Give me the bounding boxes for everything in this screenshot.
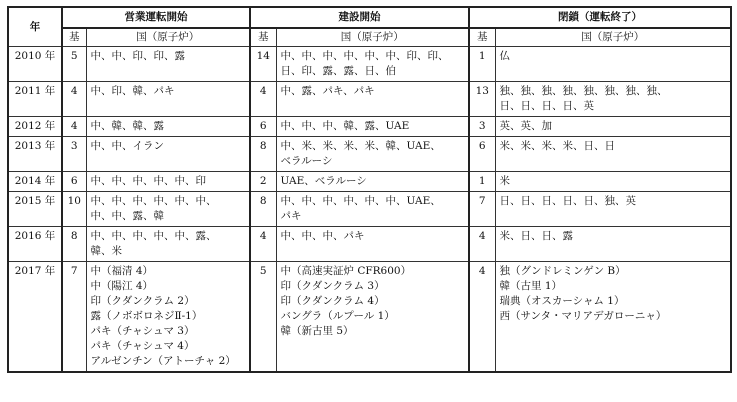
con-count-cell: 2 xyxy=(250,172,276,192)
con-country-label: 国（原子炉） xyxy=(276,28,469,47)
country-entry: 中（福清 4） xyxy=(90,265,154,277)
con-countries-cell xyxy=(276,137,469,172)
country-entry: 中、中、中、パキ xyxy=(280,230,365,242)
country-entry: 中、中、中、中、中、中、UAE、 xyxy=(280,195,441,207)
country-entry: 日、日、日、日、英 xyxy=(499,100,594,112)
country-entry: 韓、米 xyxy=(90,245,122,257)
con-countries-cell xyxy=(276,262,469,373)
country-entry: 日、日、日、日、日、独、英 xyxy=(499,195,636,207)
op-count-cell: 4 xyxy=(62,117,86,137)
con-countries-cell xyxy=(276,192,469,227)
country-entry: アルゼンチン（アトーチャ 2） xyxy=(90,355,236,367)
table-container xyxy=(7,6,730,373)
country-entry: バングラ（ルプール 1） xyxy=(280,310,395,322)
country-entry: 印（クダンクラム 3） xyxy=(280,280,385,292)
country-entry: 中、中、中、中、中、印 xyxy=(90,175,206,187)
year-header: 年 xyxy=(8,7,62,47)
country-entry: UAE、ベラルーシ xyxy=(280,175,367,187)
con-countries-cell xyxy=(276,172,469,192)
cl-count-cell: 4 xyxy=(469,227,495,262)
country-entry: 中（高速実証炉 CFR600） xyxy=(280,265,412,277)
con-count-cell: 8 xyxy=(250,192,276,227)
cl-countries-cell xyxy=(495,117,731,137)
con-count-cell: 6 xyxy=(250,117,276,137)
cl-count-cell: 3 xyxy=(469,117,495,137)
country-entry: 米、日、日、露 xyxy=(499,230,573,242)
country-entry: 印（クダンクラム 4） xyxy=(280,295,385,307)
cl-countries-cell xyxy=(495,172,731,192)
op-count-cell: 3 xyxy=(62,137,86,172)
cl-countries-cell xyxy=(495,192,731,227)
op-count-cell: 6 xyxy=(62,172,86,192)
op-countries-cell xyxy=(86,262,250,373)
country-entry: 中、中、中、中、中、露、 xyxy=(90,230,217,242)
country-entry: 韓（古里 1） xyxy=(499,280,563,292)
country-entry: 日、印、露、露、日、伯 xyxy=(280,65,396,77)
table-row xyxy=(8,262,731,373)
con-countries-cell xyxy=(276,82,469,117)
country-entry: 英、英、加 xyxy=(499,120,552,132)
table-row xyxy=(8,192,731,227)
cl-count-cell: 7 xyxy=(469,192,495,227)
header-row xyxy=(8,7,731,28)
table-row xyxy=(8,137,731,172)
table-row xyxy=(8,172,731,192)
con-countries-cell xyxy=(276,117,469,137)
op-countries-cell xyxy=(86,227,250,262)
country-entry: 米、米、米、米、日、日 xyxy=(499,140,615,152)
op-count-cell: 5 xyxy=(62,47,86,82)
country-entry: 瑞典（オスカーシャム 1） xyxy=(499,295,625,307)
con-countries-cell xyxy=(276,47,469,82)
op-count-label: 基 xyxy=(62,28,86,47)
op-country-label: 国（原子炉） xyxy=(86,28,250,47)
cl-countries-cell xyxy=(495,227,731,262)
cl-count-cell: 4 xyxy=(469,262,495,373)
table-row xyxy=(8,47,731,82)
cl-country-label: 国（原子炉） xyxy=(495,28,731,47)
country-entry: パキ（チャシュマ 4） xyxy=(90,340,195,352)
op-count-cell: 4 xyxy=(62,82,86,117)
year-cell: 2014 年 xyxy=(8,172,62,192)
country-entry: 露（ノボボロネジⅡ-1） xyxy=(90,310,203,322)
country-entry: 中、中、印、印、露 xyxy=(90,50,185,62)
con-countries-cell xyxy=(276,227,469,262)
country-entry: ベラルーシ xyxy=(280,155,333,167)
country-entry: 米 xyxy=(499,175,510,187)
con-count-label: 基 xyxy=(250,28,276,47)
op-countries-cell xyxy=(86,117,250,137)
op-countries-cell xyxy=(86,172,250,192)
country-entry: 中、中、中、韓、露、UAE xyxy=(280,120,410,132)
con-count-cell: 14 xyxy=(250,47,276,82)
country-entry: 独、独、独、独、独、独、独、独、 xyxy=(499,85,668,97)
cl-count-label: 基 xyxy=(469,28,495,47)
year-cell: 2017 年 xyxy=(8,262,62,373)
closure-header: 閉鎖（運転終了） xyxy=(469,7,731,28)
year-cell: 2016 年 xyxy=(8,227,62,262)
start-operation-header: 営業運転開始 xyxy=(62,7,250,28)
country-entry: 仏 xyxy=(499,50,510,62)
table-row xyxy=(8,227,731,262)
op-countries-cell xyxy=(86,82,250,117)
country-entry: 独（グンドレミンゲン B） xyxy=(499,265,626,277)
table-row xyxy=(8,117,731,137)
year-cell: 2013 年 xyxy=(8,137,62,172)
op-count-cell: 10 xyxy=(62,192,86,227)
op-count-cell: 8 xyxy=(62,227,86,262)
country-entry: 中、中、中、中、中、中、 xyxy=(90,195,217,207)
table-row xyxy=(8,82,731,117)
cl-count-cell: 1 xyxy=(469,47,495,82)
op-countries-cell xyxy=(86,137,250,172)
country-entry: 中、中、イラン xyxy=(90,140,164,152)
con-count-cell: 8 xyxy=(250,137,276,172)
year-cell: 2011 年 xyxy=(8,82,62,117)
cl-count-cell: 13 xyxy=(469,82,495,117)
op-countries-cell xyxy=(86,47,250,82)
op-countries-cell xyxy=(86,192,250,227)
cl-countries-cell xyxy=(495,82,731,117)
country-entry: 中、韓、韓、露 xyxy=(90,120,164,132)
country-entry: パキ（チャシュマ 3） xyxy=(90,325,195,337)
op-count-cell: 7 xyxy=(62,262,86,373)
country-entry: 中、中、中、中、中、中、印、印、 xyxy=(280,50,449,62)
con-count-cell: 4 xyxy=(250,227,276,262)
subheader-row xyxy=(8,28,731,47)
cl-countries-cell xyxy=(495,47,731,82)
country-entry: 中、米、米、米、米、韓、UAE、 xyxy=(280,140,441,152)
country-entry: 韓（新古里 5） xyxy=(280,325,354,337)
con-count-cell: 5 xyxy=(250,262,276,373)
cl-count-cell: 6 xyxy=(469,137,495,172)
country-entry: 中（陽江 4） xyxy=(90,280,154,292)
country-entry: 中、中、露、韓 xyxy=(90,210,164,222)
country-entry: 印（クダンクラム 2） xyxy=(90,295,195,307)
cl-count-cell: 1 xyxy=(469,172,495,192)
cl-countries-cell xyxy=(495,137,731,172)
cl-countries-cell xyxy=(495,262,731,373)
country-entry: パキ xyxy=(280,210,302,222)
reactor-table xyxy=(7,6,732,373)
year-cell: 2012 年 xyxy=(8,117,62,137)
country-entry: 西（サンタ・マリアデガローニャ） xyxy=(499,310,667,322)
table-body xyxy=(8,47,731,373)
country-entry: 中、露、パキ、パキ xyxy=(280,85,375,97)
country-entry: 中、印、韓、パキ xyxy=(90,85,175,97)
year-cell: 2015 年 xyxy=(8,192,62,227)
start-construction-header: 建設開始 xyxy=(250,7,469,28)
year-cell: 2010 年 xyxy=(8,47,62,82)
con-count-cell: 4 xyxy=(250,82,276,117)
